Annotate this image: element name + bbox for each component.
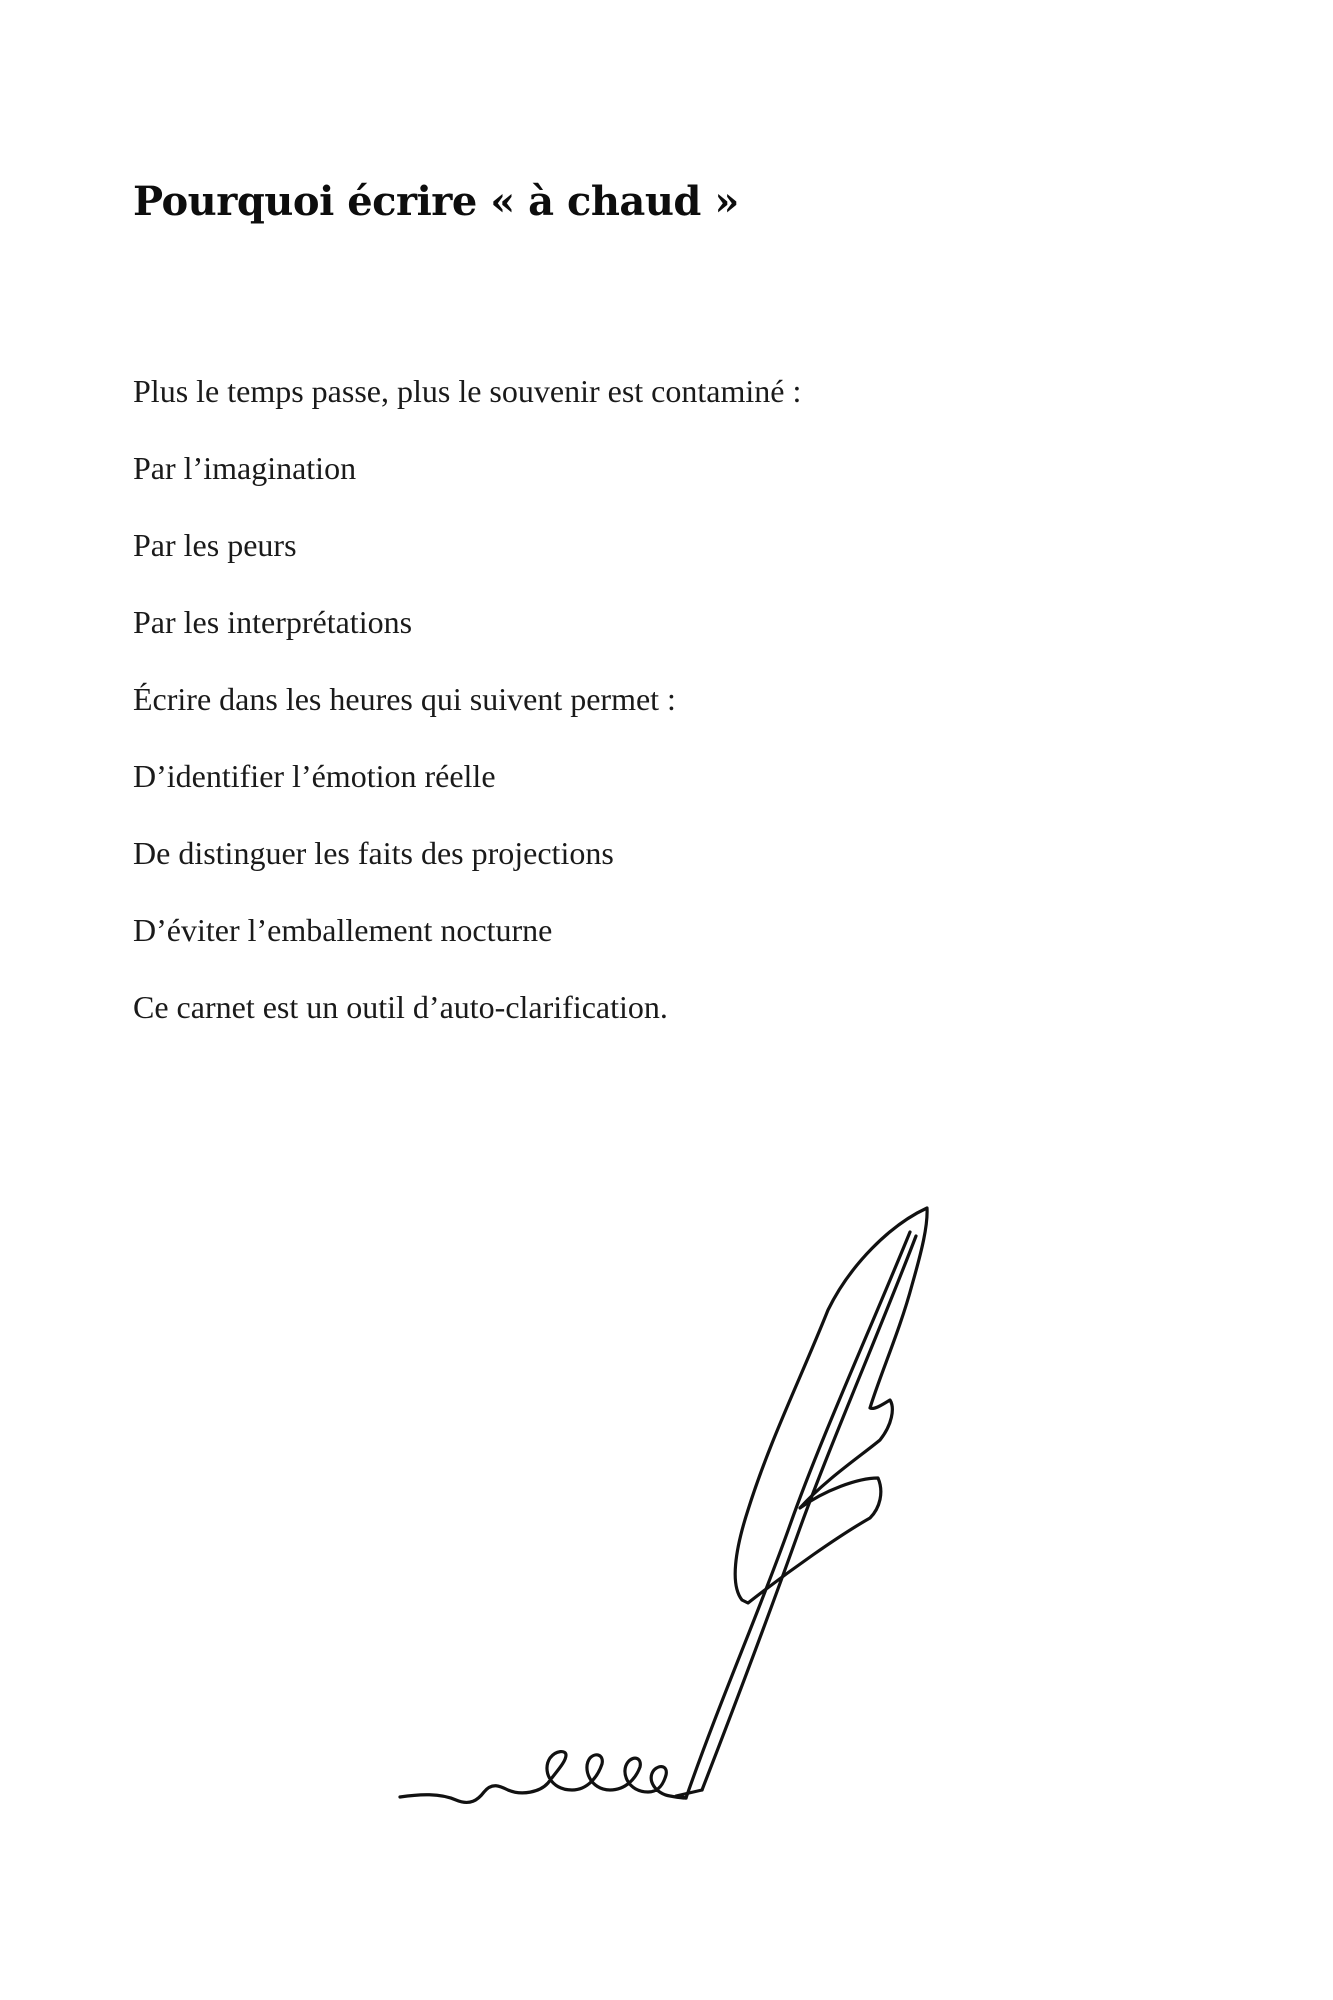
page-title: Pourquoi écrire « à chaud » xyxy=(133,178,739,225)
text-line: Par l’imagination xyxy=(133,450,357,486)
writing-flourish xyxy=(400,1752,686,1803)
quill-shaft-edge xyxy=(702,1236,916,1790)
text-line: D’identifier l’émotion réelle xyxy=(133,758,496,794)
text-line: D’éviter l’emballement nocturne xyxy=(133,912,553,948)
text-line: Écrire dans les heures qui suivent permet : xyxy=(133,681,676,717)
feather-outline xyxy=(735,1208,927,1603)
body-text xyxy=(133,372,801,1065)
text-line: De distinguer les faits des projections xyxy=(133,835,614,871)
text-line: Par les interprétations xyxy=(133,604,413,640)
text-line: Ce carnet est un outil d’auto-clarification. xyxy=(133,989,668,1025)
text-line: Plus le temps passe, plus le souvenir est contaminé : xyxy=(133,373,802,409)
text-line: Par les peurs xyxy=(133,527,297,563)
quill-pen-icon xyxy=(390,1195,940,1835)
quill-shaft xyxy=(686,1232,910,1798)
